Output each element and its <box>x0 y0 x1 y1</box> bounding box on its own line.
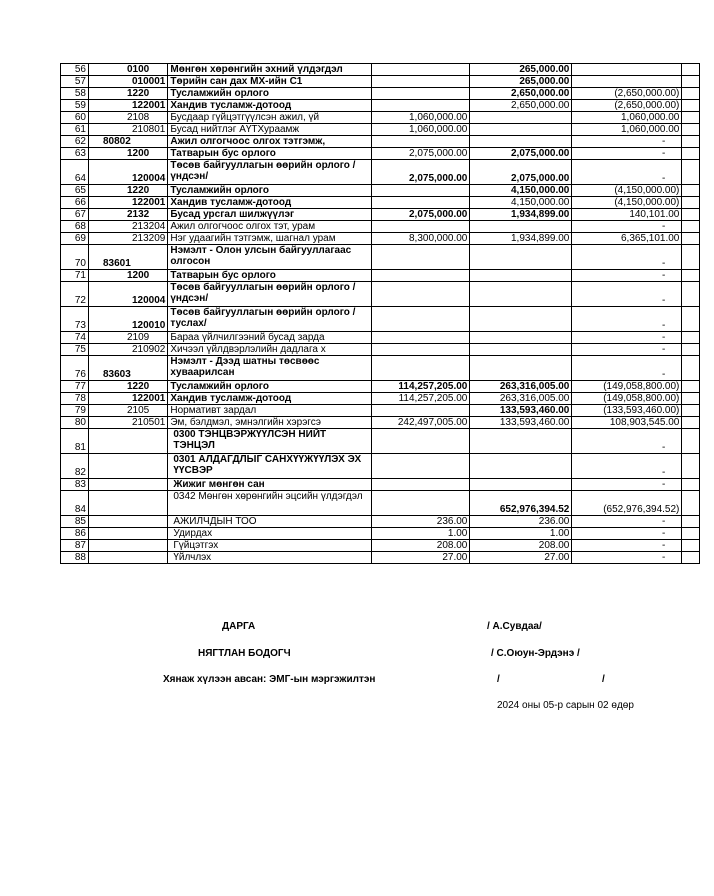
reviewer-label: Хянаж хүлээн авсан: ЭМГ-ын мэргэжилтэн <box>163 674 376 685</box>
difference-cell: - <box>572 552 682 564</box>
table-row <box>61 344 700 356</box>
account-code-cell: 120004 <box>89 282 168 307</box>
difference-cell: - <box>572 356 682 381</box>
empty-cell <box>682 344 700 356</box>
amount-b-cell: 2,075,000.00 <box>470 160 572 185</box>
amount-b-cell <box>470 479 572 491</box>
amount-b-cell <box>470 112 572 124</box>
difference-cell: - <box>572 429 682 454</box>
table-row <box>61 245 700 270</box>
empty-cell <box>682 332 700 344</box>
row-number-cell: 61 <box>61 124 89 136</box>
empty-cell <box>682 197 700 209</box>
amount-b-cell <box>470 344 572 356</box>
empty-cell <box>682 516 700 528</box>
description-cell: Гүйцэтгэх <box>168 540 372 552</box>
amount-a-cell <box>372 88 470 100</box>
table-row <box>61 233 700 245</box>
empty-cell <box>682 454 700 479</box>
empty-cell <box>682 88 700 100</box>
table-row <box>61 479 700 491</box>
difference-cell: - <box>572 307 682 332</box>
table-row <box>61 185 700 197</box>
amount-b-cell: 4,150,000.00 <box>470 197 572 209</box>
description-cell: Ажил олгогчоос олгох тэтгэмж, <box>168 136 372 148</box>
account-code-cell: 83601 <box>89 245 168 270</box>
amount-a-cell: 236.00 <box>372 516 470 528</box>
row-number-cell: 65 <box>61 185 89 197</box>
reviewer-slash-right: / <box>602 674 605 685</box>
account-code-cell: 1220 <box>89 185 168 197</box>
table-row <box>61 112 700 124</box>
empty-cell <box>682 429 700 454</box>
table-row <box>61 88 700 100</box>
amount-a-cell <box>372 479 470 491</box>
description-cell: Төсөв байгууллагын өөрийн орлого /үндсэн/ <box>168 160 372 185</box>
description-cell: 0300 ТЭНЦВЭРЖҮҮЛСЭН НИЙТ ТЭНЦЭЛ <box>168 429 372 454</box>
account-code-cell <box>89 479 168 491</box>
amount-a-cell <box>372 356 470 381</box>
empty-cell <box>682 112 700 124</box>
amount-a-cell: 1,060,000.00 <box>372 124 470 136</box>
empty-cell <box>682 356 700 381</box>
amount-a-cell <box>372 136 470 148</box>
description-cell: Бусдаар гүйцэтгүүлсэн ажил, үй <box>168 112 372 124</box>
amount-a-cell <box>372 185 470 197</box>
amount-b-cell: 133,593,460.00 <box>470 405 572 417</box>
description-cell: Хандив тусламж-дотоод <box>168 100 372 112</box>
amount-a-cell: 2,075,000.00 <box>372 160 470 185</box>
empty-cell <box>682 307 700 332</box>
account-code-cell <box>89 454 168 479</box>
amount-a-cell: 1,060,000.00 <box>372 112 470 124</box>
account-code-cell: 2105 <box>89 405 168 417</box>
difference-cell <box>572 64 682 76</box>
difference-cell: - <box>572 479 682 491</box>
description-cell: Бусад нийтлэг АҮТХураамж <box>168 124 372 136</box>
description-cell: Бусад урсгал шилжүүлэг <box>168 209 372 221</box>
amount-a-cell: 114,257,205.00 <box>372 381 470 393</box>
account-code-cell: 80802 <box>89 136 168 148</box>
description-cell: Татварын бус орлого <box>168 270 372 282</box>
amount-b-cell: 1,934,899.00 <box>470 209 572 221</box>
description-cell: Жижиг мөнгөн сан <box>168 479 372 491</box>
empty-cell <box>682 76 700 88</box>
empty-cell <box>682 491 700 516</box>
row-number-cell: 66 <box>61 197 89 209</box>
amount-a-cell <box>372 491 470 516</box>
amount-b-cell: 27.00 <box>470 552 572 564</box>
description-cell: 0342 Мөнгөн хөрөнгийн эцсийн үлдэгдэл <box>168 491 372 516</box>
empty-cell <box>682 282 700 307</box>
difference-cell: (2,650,000.00) <box>572 88 682 100</box>
amount-b-cell: 1,934,899.00 <box>470 233 572 245</box>
amount-b-cell: 263,316,005.00 <box>470 381 572 393</box>
account-code-cell: 210902 <box>89 344 168 356</box>
row-number-cell: 58 <box>61 88 89 100</box>
row-number-cell: 83 <box>61 479 89 491</box>
amount-b-cell <box>470 307 572 332</box>
empty-cell <box>682 528 700 540</box>
amount-a-cell: 242,497,005.00 <box>372 417 470 429</box>
empty-cell <box>682 417 700 429</box>
account-code-cell: 0100 <box>89 64 168 76</box>
table-row <box>61 405 700 417</box>
amount-a-cell: 8,300,000.00 <box>372 233 470 245</box>
account-code-cell: 122001 <box>89 393 168 405</box>
amount-a-cell: 114,257,205.00 <box>372 393 470 405</box>
description-cell: Нэг удаагийн тэтгэмж, шагнал урам <box>168 233 372 245</box>
amount-b-cell <box>470 429 572 454</box>
description-cell: Тусламжийн орлого <box>168 381 372 393</box>
row-number-cell: 86 <box>61 528 89 540</box>
amount-b-cell: 263,316,005.00 <box>470 393 572 405</box>
account-code-cell: 2108 <box>89 112 168 124</box>
account-code-cell: 213209 <box>89 233 168 245</box>
amount-b-cell: 133,593,460.00 <box>470 417 572 429</box>
amount-b-cell <box>470 282 572 307</box>
table-row <box>61 282 700 307</box>
difference-cell: 140,101.00 <box>572 209 682 221</box>
description-cell: Хичээл үйлдвэрлэлийн дадлага х <box>168 344 372 356</box>
table-row <box>61 552 700 564</box>
table-row <box>61 136 700 148</box>
description-cell: Ажил олгогчоос олгох тэт, урам <box>168 221 372 233</box>
empty-cell <box>682 148 700 160</box>
amount-b-cell <box>470 221 572 233</box>
difference-cell: - <box>572 540 682 552</box>
table-row <box>61 221 700 233</box>
row-number-cell: 67 <box>61 209 89 221</box>
amount-a-cell: 2,075,000.00 <box>372 148 470 160</box>
description-cell: Төсөв байгууллагын өөрийн орлого /үндсэн/ <box>168 282 372 307</box>
table-row <box>61 100 700 112</box>
amount-a-cell: 2,075,000.00 <box>372 209 470 221</box>
row-number-cell: 77 <box>61 381 89 393</box>
empty-cell <box>682 270 700 282</box>
report-table <box>60 63 700 564</box>
row-number-cell: 79 <box>61 405 89 417</box>
table-row <box>61 491 700 516</box>
row-number-cell: 88 <box>61 552 89 564</box>
difference-cell: - <box>572 454 682 479</box>
amount-a-cell <box>372 197 470 209</box>
amount-b-cell <box>470 270 572 282</box>
account-code-cell: 120004 <box>89 160 168 185</box>
table-row <box>61 270 700 282</box>
director-title: ДАРГА <box>222 621 256 632</box>
description-cell: 0301 АЛДАГДЛЫГ САНХҮҮЖҮҮЛЭХ ЭХ ҮҮСВЭР <box>168 454 372 479</box>
account-code-cell <box>89 528 168 540</box>
difference-cell: (149,058,800.00) <box>572 381 682 393</box>
table-row <box>61 356 700 381</box>
empty-cell <box>682 540 700 552</box>
table-row <box>61 454 700 479</box>
difference-cell: - <box>572 270 682 282</box>
description-cell: Бараа үйлчилгээний бусад зарда <box>168 332 372 344</box>
account-code-cell: 122001 <box>89 100 168 112</box>
empty-cell <box>682 160 700 185</box>
description-cell: Хандив тусламж-дотоод <box>168 197 372 209</box>
row-number-cell: 73 <box>61 307 89 332</box>
row-number-cell: 56 <box>61 64 89 76</box>
table-row <box>61 516 700 528</box>
row-number-cell: 71 <box>61 270 89 282</box>
row-number-cell: 75 <box>61 344 89 356</box>
difference-cell: - <box>572 160 682 185</box>
empty-cell <box>682 245 700 270</box>
difference-cell: - <box>572 148 682 160</box>
amount-b-cell: 265,000.00 <box>470 76 572 88</box>
empty-cell <box>682 393 700 405</box>
difference-cell: (2,650,000.00) <box>572 100 682 112</box>
amount-b-cell <box>470 356 572 381</box>
amount-b-cell: 236.00 <box>470 516 572 528</box>
table-row <box>61 64 700 76</box>
row-number-cell: 81 <box>61 429 89 454</box>
amount-b-cell: 4,150,000.00 <box>470 185 572 197</box>
account-code-cell: 1200 <box>89 148 168 160</box>
amount-a-cell <box>372 429 470 454</box>
difference-cell: (652,976,394.52) <box>572 491 682 516</box>
description-cell: АЖИЛЧДЫН ТОО <box>168 516 372 528</box>
description-cell: Эм, бэлдмэл, эмнэлгийн хэрэгсэ <box>168 417 372 429</box>
account-code-cell <box>89 516 168 528</box>
account-code-cell <box>89 540 168 552</box>
account-code-cell: 1220 <box>89 88 168 100</box>
amount-a-cell <box>372 76 470 88</box>
reviewer-slash-left: / <box>497 674 500 685</box>
amount-a-cell: 1.00 <box>372 528 470 540</box>
account-code-cell: 83603 <box>89 356 168 381</box>
account-code-cell: 010001 <box>89 76 168 88</box>
difference-cell: - <box>572 245 682 270</box>
account-code-cell: 213204 <box>89 221 168 233</box>
amount-a-cell <box>372 221 470 233</box>
account-code-cell: 122001 <box>89 197 168 209</box>
difference-cell: - <box>572 516 682 528</box>
empty-cell <box>682 136 700 148</box>
difference-cell <box>572 76 682 88</box>
amount-b-cell <box>470 332 572 344</box>
row-number-cell: 57 <box>61 76 89 88</box>
empty-cell <box>682 233 700 245</box>
amount-a-cell <box>372 270 470 282</box>
difference-cell: - <box>572 344 682 356</box>
amount-a-cell <box>372 344 470 356</box>
table-row <box>61 160 700 185</box>
difference-cell: 6,365,101.00 <box>572 233 682 245</box>
description-cell: Хандив тусламж-дотоод <box>168 393 372 405</box>
row-number-cell: 69 <box>61 233 89 245</box>
row-number-cell: 80 <box>61 417 89 429</box>
amount-a-cell <box>372 282 470 307</box>
table-row <box>61 209 700 221</box>
account-code-cell <box>89 491 168 516</box>
empty-cell <box>682 64 700 76</box>
empty-cell <box>682 221 700 233</box>
account-code-cell: 1220 <box>89 381 168 393</box>
amount-b-cell <box>470 124 572 136</box>
description-cell: Төрийн сан дах МХ-ийн С1 <box>168 76 372 88</box>
amount-b-cell: 265,000.00 <box>470 64 572 76</box>
row-number-cell: 68 <box>61 221 89 233</box>
amount-a-cell <box>372 405 470 417</box>
empty-cell <box>682 209 700 221</box>
description-cell: Төсөв байгууллагын өөрийн орлого /туслах/ <box>168 307 372 332</box>
row-number-cell: 70 <box>61 245 89 270</box>
difference-cell: - <box>572 332 682 344</box>
difference-cell: (149,058,800.00) <box>572 393 682 405</box>
amount-b-cell <box>470 454 572 479</box>
amount-a-cell <box>372 454 470 479</box>
amount-b-cell <box>470 245 572 270</box>
empty-cell <box>682 405 700 417</box>
difference-cell: 108,903,545.00 <box>572 417 682 429</box>
difference-cell: (4,150,000.00) <box>572 185 682 197</box>
table-row <box>61 429 700 454</box>
table-row <box>61 417 700 429</box>
difference-cell: - <box>572 136 682 148</box>
empty-cell <box>682 124 700 136</box>
description-cell: Нормативт зардал <box>168 405 372 417</box>
row-number-cell: 87 <box>61 540 89 552</box>
amount-a-cell: 27.00 <box>372 552 470 564</box>
description-cell: Нэмэлт - Олон улсын байгууллагаас олгосон <box>168 245 372 270</box>
row-number-cell: 64 <box>61 160 89 185</box>
amount-a-cell <box>372 245 470 270</box>
difference-cell: - <box>572 221 682 233</box>
account-code-cell: 210801 <box>89 124 168 136</box>
table-row <box>61 393 700 405</box>
description-cell: Мөнгөн хөрөнгийн эхний үлдэгдэл <box>168 64 372 76</box>
difference-cell: - <box>572 528 682 540</box>
row-number-cell: 82 <box>61 454 89 479</box>
empty-cell <box>682 479 700 491</box>
table-row <box>61 540 700 552</box>
description-cell: Удирдах <box>168 528 372 540</box>
row-number-cell: 74 <box>61 332 89 344</box>
description-cell: Үйлчлэх <box>168 552 372 564</box>
empty-cell <box>682 100 700 112</box>
amount-a-cell <box>372 307 470 332</box>
row-number-cell: 72 <box>61 282 89 307</box>
amount-b-cell: 2,650,000.00 <box>470 100 572 112</box>
accountant-name: / С.Оюун-Эрдэнэ / <box>491 648 580 659</box>
row-number-cell: 84 <box>61 491 89 516</box>
row-number-cell: 62 <box>61 136 89 148</box>
row-number-cell: 63 <box>61 148 89 160</box>
table-row <box>61 148 700 160</box>
amount-a-cell <box>372 332 470 344</box>
difference-cell: 1,060,000.00 <box>572 124 682 136</box>
difference-cell: (133,593,460.00) <box>572 405 682 417</box>
amount-b-cell: 652,976,394.52 <box>470 491 572 516</box>
account-code-cell: 210501 <box>89 417 168 429</box>
account-code-cell: 120010 <box>89 307 168 332</box>
amount-a-cell <box>372 64 470 76</box>
table-row <box>61 381 700 393</box>
report-date: 2024 оны 05-р сарын 02 өдөр <box>497 700 634 711</box>
row-number-cell: 59 <box>61 100 89 112</box>
table-row <box>61 124 700 136</box>
amount-a-cell: 208.00 <box>372 540 470 552</box>
description-cell: Нэмэлт - Дээд шатны төсвөөс хуваарилсан <box>168 356 372 381</box>
description-cell: Татварын бус орлого <box>168 148 372 160</box>
empty-cell <box>682 381 700 393</box>
description-cell: Тусламжийн орлого <box>168 185 372 197</box>
amount-b-cell <box>470 136 572 148</box>
amount-b-cell: 2,075,000.00 <box>470 148 572 160</box>
row-number-cell: 85 <box>61 516 89 528</box>
row-number-cell: 60 <box>61 112 89 124</box>
row-number-cell: 76 <box>61 356 89 381</box>
table-row <box>61 197 700 209</box>
difference-cell: 1,060,000.00 <box>572 112 682 124</box>
table-row <box>61 332 700 344</box>
table-row <box>61 76 700 88</box>
amount-b-cell: 2,650,000.00 <box>470 88 572 100</box>
table-row <box>61 307 700 332</box>
empty-cell <box>682 552 700 564</box>
account-code-cell <box>89 552 168 564</box>
empty-cell <box>682 185 700 197</box>
account-code-cell <box>89 429 168 454</box>
difference-cell: (4,150,000.00) <box>572 197 682 209</box>
amount-b-cell: 1.00 <box>470 528 572 540</box>
amount-b-cell: 208.00 <box>470 540 572 552</box>
table-row <box>61 528 700 540</box>
row-number-cell: 78 <box>61 393 89 405</box>
account-code-cell: 2132 <box>89 209 168 221</box>
director-name: / А.Сувдаа/ <box>487 621 542 632</box>
account-code-cell: 1200 <box>89 270 168 282</box>
description-cell: Тусламжийн орлого <box>168 88 372 100</box>
amount-a-cell <box>372 100 470 112</box>
accountant-title: НЯГТЛАН БОДОГЧ <box>198 648 291 659</box>
account-code-cell: 2109 <box>89 332 168 344</box>
difference-cell: - <box>572 282 682 307</box>
